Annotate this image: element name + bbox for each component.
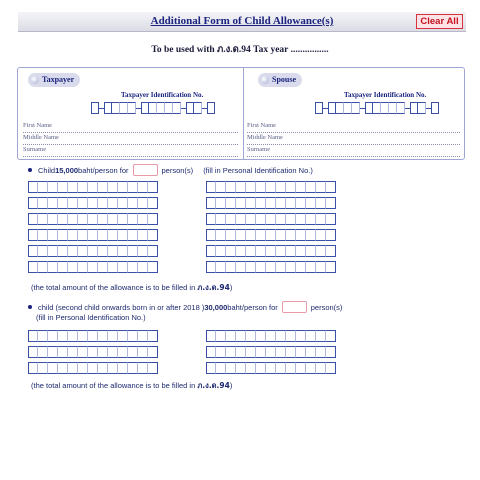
id-digit-cell[interactable] (246, 346, 256, 358)
id-digit-cell[interactable] (216, 245, 226, 257)
id-digit-cell[interactable] (78, 261, 88, 273)
id-digit-cell[interactable] (148, 330, 158, 342)
id-digit-cell[interactable] (216, 229, 226, 241)
id-digit-cell[interactable] (48, 197, 58, 209)
id-digit-cell[interactable] (28, 261, 38, 273)
spouse-middle-name-field[interactable]: Middle Name (247, 134, 460, 145)
id-digit-cell[interactable] (148, 261, 158, 273)
section2-id-field-left-1[interactable] (28, 330, 158, 342)
spouse-first-name-field[interactable]: First Name (247, 122, 460, 133)
id-digit-cell[interactable] (108, 245, 118, 257)
id-digit-cell[interactable] (138, 362, 148, 374)
id-digit-cell[interactable] (108, 261, 118, 273)
id-digit-cell[interactable] (98, 245, 108, 257)
id-digit-cell[interactable] (306, 197, 316, 209)
id-digit-cell[interactable] (326, 261, 336, 273)
id-digit-cell[interactable] (38, 330, 48, 342)
section2-person-count-input[interactable] (282, 301, 307, 313)
id-digit-cell[interactable] (38, 346, 48, 358)
id-digit-cell[interactable] (118, 229, 128, 241)
id-digit-cell[interactable] (316, 261, 326, 273)
id-digit-cell[interactable] (138, 229, 148, 241)
id-digit-cell[interactable] (236, 197, 246, 209)
spouse-tin-field[interactable] (315, 102, 439, 114)
id-digit-cell[interactable] (296, 261, 306, 273)
section2-line (28, 301, 342, 313)
section1-id-field-right-4[interactable] (206, 229, 336, 241)
id-digit-cell[interactable] (286, 362, 296, 374)
section2-id-field-left-3[interactable] (28, 362, 158, 374)
section2-amount: 30,000 (204, 302, 228, 312)
id-digit-cell[interactable] (316, 245, 326, 257)
section2-hint: (fill in Personal Identification No.) (36, 313, 146, 322)
id-digit-cell[interactable] (108, 229, 118, 241)
clear-all-button[interactable]: Clear All (416, 14, 463, 29)
id-digit-cell[interactable] (256, 362, 266, 374)
id-digit-cell[interactable] (296, 229, 306, 241)
id-digit-cell[interactable] (286, 181, 296, 193)
section1-note-form: ภ.ง.ด.94 (197, 283, 230, 292)
section1-id-field-right-5[interactable] (206, 245, 336, 257)
section1-id-field-right-6[interactable] (206, 261, 336, 273)
id-digit-cell[interactable] (88, 229, 98, 241)
id-digit-cell[interactable] (128, 229, 138, 241)
id-digit-cell[interactable] (58, 181, 68, 193)
id-digit-cell[interactable] (138, 245, 148, 257)
id-digit-cell[interactable] (148, 181, 158, 193)
section2-id-field-right-2[interactable] (206, 346, 336, 358)
id-digit-cell[interactable] (68, 346, 78, 358)
id-digit-cell[interactable] (98, 197, 108, 209)
section2-note (31, 380, 232, 392)
section2-post: baht/person for (227, 302, 278, 312)
id-digit-cell[interactable] (98, 181, 108, 193)
spouse-surname-field[interactable]: Surname (247, 146, 460, 157)
id-digit-cell[interactable] (296, 330, 306, 342)
section1-id-field-right-1[interactable] (206, 181, 336, 193)
section1-id-field-right-2[interactable] (206, 197, 336, 209)
id-digit-cell[interactable] (236, 362, 246, 374)
id-digit-cell[interactable] (108, 330, 118, 342)
id-digit-cell[interactable] (128, 261, 138, 273)
section1-person-count-input[interactable] (133, 164, 158, 176)
id-digit-cell[interactable] (28, 229, 38, 241)
id-digit-cell[interactable] (316, 213, 326, 225)
id-digit-cell[interactable] (216, 346, 226, 358)
id-digit-cell[interactable] (246, 362, 256, 374)
id-digit-cell[interactable] (236, 261, 246, 273)
id-digit-cell[interactable] (266, 362, 276, 374)
id-digit-cell[interactable] (296, 245, 306, 257)
spouse-chip-label: Spouse (272, 75, 297, 84)
id-digit-cell[interactable] (128, 362, 138, 374)
id-digit-cell[interactable] (306, 261, 316, 273)
section1-pre: Child (38, 165, 56, 175)
id-digit-cell[interactable] (256, 245, 266, 257)
id-digit-cell[interactable] (206, 362, 216, 374)
id-digit-cell[interactable] (316, 330, 326, 342)
spouse-chip (258, 73, 302, 87)
id-digit-cell[interactable] (68, 245, 78, 257)
id-digit-cell[interactable] (48, 229, 58, 241)
id-digit-cell[interactable] (306, 181, 316, 193)
taxpayer-surname-field[interactable]: Surname (23, 146, 238, 157)
section1-id-field-left-6[interactable] (28, 261, 158, 273)
id-digit-cell[interactable] (118, 197, 128, 209)
id-digit-cell[interactable] (266, 213, 276, 225)
id-digit-cell[interactable] (316, 229, 326, 241)
id-digit-cell[interactable] (236, 245, 246, 257)
id-digit-cell[interactable] (206, 181, 216, 193)
section2-persons-label: person(s) (310, 302, 343, 312)
section2-pre: child (second child onwards born in or after 2018 ) (38, 302, 205, 312)
id-digit-cell[interactable] (246, 229, 256, 241)
section2-id-field-right-1[interactable] (206, 330, 336, 342)
title-bar (18, 12, 466, 32)
id-digit-cell[interactable] (236, 181, 246, 193)
id-digit-cell[interactable] (306, 362, 316, 374)
id-digit-cell[interactable] (326, 362, 336, 374)
section2-note-form: ภ.ง.ด.94 (197, 381, 230, 390)
id-digit-cell[interactable] (58, 197, 68, 209)
id-digit-cell[interactable] (38, 229, 48, 241)
id-digit-cell[interactable] (48, 362, 58, 374)
id-digit-cell[interactable] (78, 362, 88, 374)
id-digit-cell[interactable] (58, 245, 68, 257)
id-digit-cell[interactable] (236, 330, 246, 342)
id-digit-cell[interactable] (266, 261, 276, 273)
id-digit-cell[interactable] (276, 330, 286, 342)
id-digit-cell[interactable] (266, 229, 276, 241)
id-digit-cell[interactable] (276, 213, 286, 225)
radio-dot-icon (261, 76, 269, 84)
section1-amount: 15,000 (55, 165, 79, 175)
id-digit-cell[interactable] (246, 330, 256, 342)
id-digit-cell[interactable] (266, 197, 276, 209)
id-digit-cell[interactable] (128, 181, 138, 193)
id-digit-cell[interactable] (256, 213, 266, 225)
id-digit-cell[interactable] (78, 229, 88, 241)
id-digit-cell[interactable] (118, 362, 128, 374)
id-digit-cell[interactable] (78, 181, 88, 193)
id-digit-cell[interactable] (296, 181, 306, 193)
id-digit-cell[interactable] (276, 261, 286, 273)
id-digit-cell[interactable] (286, 197, 296, 209)
id-digit-cell[interactable] (48, 346, 58, 358)
id-digit-cell[interactable] (98, 346, 108, 358)
id-digit-cell[interactable] (246, 181, 256, 193)
id-digit-cell[interactable] (326, 229, 336, 241)
id-digit-cell[interactable] (256, 261, 266, 273)
id-digit-cell[interactable] (256, 346, 266, 358)
spouse-tin-label: Taxpayer Identification No. (344, 91, 427, 99)
id-digit-cell[interactable] (316, 346, 326, 358)
id-digit-cell[interactable] (78, 245, 88, 257)
id-digit-cell[interactable] (236, 229, 246, 241)
id-digit-cell[interactable] (266, 245, 276, 257)
id-digit-cell[interactable] (48, 261, 58, 273)
id-digit-cell[interactable] (216, 213, 226, 225)
id-digit-cell[interactable] (246, 197, 256, 209)
id-digit-cell[interactable] (316, 362, 326, 374)
id-digit-cell[interactable] (28, 245, 38, 257)
bullet-icon (28, 305, 32, 309)
id-digit-cell[interactable] (88, 330, 98, 342)
id-digit-cell[interactable] (28, 362, 38, 374)
section1-id-field-left-4[interactable] (28, 229, 158, 241)
id-digit-cell[interactable] (38, 197, 48, 209)
id-digit-cell[interactable] (28, 330, 38, 342)
id-digit-cell[interactable] (226, 261, 236, 273)
id-digit-cell[interactable] (128, 197, 138, 209)
id-digit-cell[interactable] (276, 197, 286, 209)
id-digit-cell[interactable] (138, 181, 148, 193)
id-digit-cell[interactable] (306, 213, 316, 225)
id-digit-cell[interactable] (306, 330, 316, 342)
taxpayer-spouse-panel (17, 67, 465, 160)
id-digit-cell[interactable] (28, 213, 38, 225)
id-digit-cell[interactable] (98, 362, 108, 374)
id-digit-cell[interactable] (236, 213, 246, 225)
id-digit-cell[interactable] (206, 229, 216, 241)
id-digit-cell[interactable] (108, 346, 118, 358)
id-digit-cell[interactable] (98, 261, 108, 273)
id-digit-cell[interactable] (88, 261, 98, 273)
id-digit-cell[interactable] (138, 330, 148, 342)
id-digit-cell[interactable] (206, 330, 216, 342)
id-digit-cell[interactable] (216, 197, 226, 209)
id-digit-cell[interactable] (296, 362, 306, 374)
id-digit-cell[interactable] (266, 330, 276, 342)
id-digit-cell[interactable] (226, 245, 236, 257)
id-digit-cell[interactable] (236, 346, 246, 358)
section1-note (31, 282, 232, 294)
panel-divider (243, 68, 244, 159)
id-digit-cell[interactable] (58, 346, 68, 358)
id-digit-cell[interactable] (286, 330, 296, 342)
id-digit-cell[interactable] (48, 213, 58, 225)
id-digit-cell[interactable] (58, 261, 68, 273)
id-digit-cell[interactable] (206, 213, 216, 225)
taxpayer-tin-field[interactable] (91, 102, 215, 114)
id-digit-cell[interactable] (256, 181, 266, 193)
id-digit-cell[interactable] (118, 330, 128, 342)
id-digit-cell[interactable] (28, 197, 38, 209)
id-digit-cell[interactable] (148, 362, 158, 374)
id-digit-cell[interactable] (306, 245, 316, 257)
section1-note-close: ) (229, 283, 233, 292)
id-digit-cell[interactable] (48, 245, 58, 257)
id-digit-cell[interactable] (108, 213, 118, 225)
section1-post: baht/person for (78, 165, 129, 175)
id-digit-cell[interactable] (68, 181, 78, 193)
section1-hint: (fill in Personal Identification No.) (203, 165, 313, 175)
id-digit-cell[interactable] (206, 346, 216, 358)
id-digit-cell[interactable] (246, 261, 256, 273)
id-digit-cell[interactable] (108, 181, 118, 193)
id-digit-cell[interactable] (78, 197, 88, 209)
id-digit-cell[interactable] (68, 330, 78, 342)
id-digit-cell[interactable] (98, 213, 108, 225)
id-digit-cell[interactable] (306, 229, 316, 241)
id-digit-cell[interactable] (128, 245, 138, 257)
id-digit-cell[interactable] (286, 229, 296, 241)
id-digit-cell[interactable] (256, 229, 266, 241)
id-digit-cell[interactable] (148, 245, 158, 257)
id-digit-cell[interactable] (226, 181, 236, 193)
id-digit-cell[interactable] (78, 330, 88, 342)
id-digit-cell[interactable] (88, 181, 98, 193)
taxpayer-chip-label: Taxpayer (42, 75, 75, 84)
section1-id-field-left-2[interactable] (28, 197, 158, 209)
id-digit-cell[interactable] (246, 245, 256, 257)
id-digit-cell[interactable] (296, 346, 306, 358)
id-digit-cell[interactable] (118, 261, 128, 273)
section2-note-close: ) (229, 381, 233, 390)
id-digit-cell[interactable] (118, 213, 128, 225)
id-digit-cell[interactable] (118, 245, 128, 257)
id-digit-cell[interactable] (276, 181, 286, 193)
id-digit-cell[interactable] (58, 229, 68, 241)
id-digit-cell[interactable] (138, 197, 148, 209)
id-digit-cell[interactable] (306, 346, 316, 358)
id-digit-cell[interactable] (226, 346, 236, 358)
id-digit-cell[interactable] (216, 362, 226, 374)
section2-note-text: (the total amount of the allowance is to be filled in (31, 381, 198, 390)
id-digit-cell[interactable] (226, 197, 236, 209)
form-subtitle: To be used with ภ.ง.ด.94 Tax year ................ (151, 45, 329, 55)
id-digit-cell[interactable] (68, 362, 78, 374)
id-digit-cell[interactable] (266, 346, 276, 358)
id-digit-cell[interactable] (128, 213, 138, 225)
id-digit-cell[interactable] (316, 197, 326, 209)
id-digit-cell[interactable] (68, 229, 78, 241)
id-digit-cell[interactable] (48, 330, 58, 342)
id-digit-cell[interactable] (296, 197, 306, 209)
id-digit-cell[interactable] (276, 362, 286, 374)
id-digit-cell[interactable] (78, 346, 88, 358)
id-digit-cell[interactable] (38, 213, 48, 225)
form-title: Additional Form of Child Allowance(s) (150, 15, 334, 27)
id-digit-cell[interactable] (256, 197, 266, 209)
section1-id-field-left-1[interactable] (28, 181, 158, 193)
id-digit-cell[interactable] (148, 197, 158, 209)
section1-id-field-left-3[interactable] (28, 213, 158, 225)
id-digit-cell[interactable] (48, 181, 58, 193)
section1-persons-label: person(s) (161, 165, 194, 175)
id-digit-cell[interactable] (226, 330, 236, 342)
id-digit-cell[interactable] (68, 197, 78, 209)
id-digit-cell[interactable] (256, 330, 266, 342)
taxpayer-middle-name-field[interactable]: Middle Name (23, 134, 238, 145)
id-digit-cell[interactable] (226, 213, 236, 225)
id-digit-cell[interactable] (266, 181, 276, 193)
id-digit-cell[interactable] (58, 213, 68, 225)
id-digit-cell[interactable] (148, 346, 158, 358)
section1-id-field-right-3[interactable] (206, 213, 336, 225)
section1-note-text: (the total amount of the allowance is to be filled in (31, 283, 198, 292)
id-digit-cell[interactable] (38, 362, 48, 374)
id-digit-cell[interactable] (128, 346, 138, 358)
id-digit-cell[interactable] (206, 261, 216, 273)
id-digit-cell[interactable] (316, 181, 326, 193)
radio-dot-icon (31, 76, 39, 84)
id-digit-cell[interactable] (88, 245, 98, 257)
taxpayer-first-name-field[interactable]: First Name (23, 122, 238, 133)
id-digit-cell[interactable] (216, 330, 226, 342)
id-digit-cell[interactable] (88, 362, 98, 374)
id-digit-cell[interactable] (246, 213, 256, 225)
id-digit-cell[interactable] (326, 197, 336, 209)
id-digit-cell[interactable] (148, 213, 158, 225)
section1-id-field-left-5[interactable] (28, 245, 158, 257)
id-digit-cell[interactable] (38, 261, 48, 273)
id-digit-cell[interactable] (286, 245, 296, 257)
id-digit-cell[interactable] (38, 181, 48, 193)
id-digit-cell[interactable] (98, 229, 108, 241)
id-digit-cell[interactable] (78, 213, 88, 225)
id-digit-cell[interactable] (138, 346, 148, 358)
id-digit-cell[interactable] (28, 181, 38, 193)
id-digit-cell[interactable] (216, 261, 226, 273)
id-digit-cell[interactable] (326, 330, 336, 342)
id-digit-cell[interactable] (118, 181, 128, 193)
id-digit-cell[interactable] (68, 261, 78, 273)
id-digit-cell[interactable] (206, 197, 216, 209)
id-digit-cell[interactable] (148, 229, 158, 241)
id-digit-cell[interactable] (216, 181, 226, 193)
id-digit-cell[interactable] (38, 245, 48, 257)
id-digit-cell[interactable] (326, 213, 336, 225)
id-digit-cell[interactable] (276, 229, 286, 241)
id-digit-cell[interactable] (108, 362, 118, 374)
taxpayer-chip (28, 73, 80, 87)
taxpayer-tin-label: Taxpayer Identification No. (121, 91, 204, 99)
id-digit-cell[interactable] (286, 213, 296, 225)
id-digit-cell[interactable] (226, 362, 236, 374)
id-digit-cell[interactable] (68, 213, 78, 225)
id-digit-cell[interactable] (206, 245, 216, 257)
id-digit-cell[interactable] (138, 213, 148, 225)
id-digit-cell[interactable] (88, 197, 98, 209)
id-digit-cell[interactable] (326, 245, 336, 257)
id-digit-cell[interactable] (276, 346, 286, 358)
section1-line (28, 164, 313, 176)
id-digit-cell[interactable] (98, 330, 108, 342)
id-digit-cell[interactable] (296, 213, 306, 225)
section2-id-field-right-3[interactable] (206, 362, 336, 374)
bullet-icon (28, 168, 32, 172)
id-digit-cell[interactable] (276, 245, 286, 257)
id-digit-cell[interactable] (108, 197, 118, 209)
id-digit-cell[interactable] (88, 213, 98, 225)
id-digit-cell[interactable] (58, 330, 68, 342)
id-digit-cell[interactable] (58, 362, 68, 374)
id-digit-cell[interactable] (326, 346, 336, 358)
id-digit-cell[interactable] (326, 181, 336, 193)
id-digit-cell[interactable] (28, 346, 38, 358)
id-digit-cell[interactable] (286, 346, 296, 358)
id-digit-cell[interactable] (286, 261, 296, 273)
id-digit-cell[interactable] (128, 330, 138, 342)
id-digit-cell[interactable] (226, 229, 236, 241)
id-digit-cell[interactable] (88, 346, 98, 358)
id-digit-cell[interactable] (138, 261, 148, 273)
section2-id-field-left-2[interactable] (28, 346, 158, 358)
id-digit-cell[interactable] (118, 346, 128, 358)
